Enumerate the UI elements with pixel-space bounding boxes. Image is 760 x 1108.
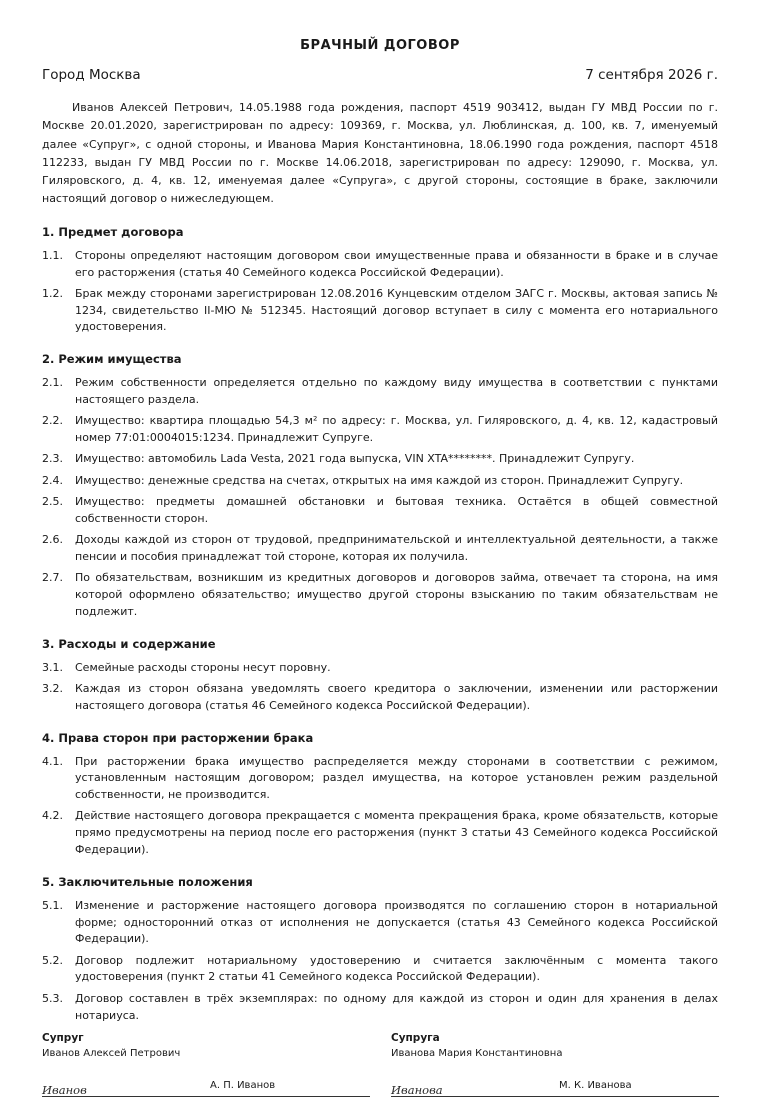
clause-number: 5.2. <box>42 953 63 967</box>
clause-text: При расторжении брака имущество распределяется между сторонами в соответствии с режимом, установленным настоящим договором; раздел имущества, на которое установлен режим раздельной собственности, не производится. <box>75 754 718 802</box>
clause-number: 2.3. <box>42 452 63 466</box>
clause-number: 2.1. <box>42 376 63 390</box>
clause-number: 4.2. <box>42 809 63 823</box>
clause-text: Брак между сторонами зарегистрирован 12.08.2016 Кунцевским отделом ЗАГС г. Москвы, актовая запись № 1234, свидетельство II-МЮ № 512345. Настоящий договор вступает в силу с момента его нотариального удостоверения. <box>75 286 718 334</box>
clause-text: Изменение и расторжение настоящего договора производятся по соглашению сторон в нотариальной форме; односторонний отказ от исполнения не допускается (статья 43 Семейного кодекса Российской Федерации). <box>75 898 718 946</box>
section-heading: 3. Расходы и содержание <box>42 636 216 651</box>
clause-item <box>42 451 718 468</box>
section <box>42 336 718 620</box>
clause-text: Договор подлежит нотариальному удостоверению и считается заключённым с момента такого удостоверения (пункт 2 статьи 41 Семейного кодекса Российской Федерации). <box>75 953 718 984</box>
section <box>42 621 718 715</box>
clause-number: 5.3. <box>42 991 63 1005</box>
clause-item <box>42 681 718 715</box>
document-title: БРАЧНЫЙ ДОГОВОР <box>300 38 460 53</box>
clause-item <box>42 953 718 987</box>
clause-item <box>42 248 718 282</box>
clause-text: Семейные расходы стороны несут поровну. <box>75 660 331 674</box>
clause-text: Режим собственности определяется отдельно по каждому виду имущества в соответствии с пунктами настоящего раздела. <box>75 376 718 407</box>
signature-role: Супруга <box>391 1032 440 1044</box>
clause-text: Имущество: денежные средства на счетах, открытых на имя каждой из сторон. Принадлежит Супругу. <box>75 473 684 487</box>
sections-container <box>42 209 718 1025</box>
clause-number: 3.2. <box>42 681 63 695</box>
section <box>42 209 718 336</box>
clause-item <box>42 286 718 336</box>
husband-signature <box>42 1030 370 1097</box>
preamble: Иванов Алексей Петрович, 14.05.1988 года рождения, паспорт 4519 903412, выдан ГУ МВД России по г. Москве 20.01.2020, зарегистрирован по адресу: 109369, г. Москва, ул. Люблинская, д. 100, кв. 7, именуемый далее «Супруг», с одной стороны, и Иванова Мария Константиновна, 18.06.1990 года рождения, паспорт 4518 112233, выдан ГУ МВД России по г. Москве 14.06.2018, зарегистрирован по адресу: 129090, г. Москва, ул. Гиляровского, д. 4, кв. 12, именуемая далее «Супруга», с другой стороны, состоящие в браке, заключили настоящий договор о нижеследующем. <box>42 101 718 206</box>
clause-number: 4.1. <box>42 754 63 768</box>
clause-list <box>42 248 718 336</box>
clause-number: 2.2. <box>42 414 63 428</box>
clause-number: 2.6. <box>42 533 63 547</box>
clause-list <box>42 375 718 620</box>
signature-full-name: Иванов Алексей Петрович <box>42 1048 181 1059</box>
handwritten-signature: Иванов <box>42 1083 87 1097</box>
clause-item <box>42 413 718 447</box>
signature-short-name: М. К. Иванова <box>559 1080 632 1091</box>
clause-text: Стороны определяют настоящим договором свои имущественные права и обязанности в браке и в случае его расторжения (статья 40 Семейного кодекса Российской Федерации). <box>75 248 718 279</box>
wife-signature <box>391 1030 719 1097</box>
clause-number: 1.2. <box>42 286 63 300</box>
document-body <box>42 99 718 1024</box>
clause-text: Действие настоящего договора прекращается с момента прекращения брака, кроме обязательств, которые прямо предусмотрены на период после его расторжения (пункт 3 статьи 43 Семейного кодекса Российской Федерации). <box>75 809 718 856</box>
clause-text: Каждая из сторон обязана уведомлять своего кредитора о заключении, изменении или расторжении настоящего договора (статья 46 Семейного кодекса Российской Федерации). <box>75 681 718 712</box>
document-date: 7 сентября 2026 г. <box>585 67 718 83</box>
clause-item <box>42 660 718 677</box>
section <box>42 859 718 1025</box>
clause-text: По обязательствам, возникшим из кредитных договоров и договоров займа, отвечает та сторона, на имя которой оформлено обязательство; имущество другой стороны взысканию по таким обязательствам не подлежит. <box>75 571 718 618</box>
clause-item <box>42 494 718 528</box>
section-heading: 5. Заключительные положения <box>42 874 253 889</box>
signature-role: Супруг <box>42 1032 84 1044</box>
signature-block <box>42 1030 718 1102</box>
clause-item <box>42 532 718 566</box>
clause-list <box>42 754 718 859</box>
clause-number: 3.1. <box>42 660 63 674</box>
clause-number: 5.1. <box>42 898 63 912</box>
handwritten-signature: Иванова <box>391 1083 443 1097</box>
section-heading: 4. Права сторон при расторжении брака <box>42 730 314 745</box>
document-city: Город Москва <box>42 67 141 83</box>
clause-item <box>42 375 718 409</box>
clause-text: Имущество: квартира площадью 54,3 м² по адресу: г. Москва, ул. Гиляровского, д. 4, кв. 12, кадастровый номер 77:01:0004015:1234. Принадлежит Супруге. <box>75 414 718 445</box>
clause-number: 2.7. <box>42 571 63 585</box>
clause-number: 1.1. <box>42 248 63 262</box>
clause-text: Имущество: автомобиль Lada Vesta, 2021 года выпуска, VIN XTA********. Принадлежит Супругу. <box>75 452 635 466</box>
clause-item <box>42 473 718 490</box>
signature-short-name: А. П. Иванов <box>210 1080 276 1091</box>
section-heading: 1. Предмет договора <box>42 224 184 239</box>
clause-number: 2.4. <box>42 473 63 487</box>
signature-line <box>42 1076 370 1097</box>
clause-text: Доходы каждой из сторон от трудовой, предпринимательской и интеллектуальной деятельности, а также пенсии и пособия принадлежат той стороне, которая их получила. <box>75 533 718 563</box>
section <box>42 715 718 859</box>
clause-text: Имущество: предметы домашней обстановки и бытовая техника. Остаётся в общей совместной собственности сторон. <box>75 495 718 525</box>
clause-list <box>42 898 718 1025</box>
clause-item <box>42 570 718 620</box>
clause-item <box>42 754 718 804</box>
section-heading: 2. Режим имущества <box>42 352 182 367</box>
signature-full-name: Иванова Мария Константиновна <box>391 1048 563 1059</box>
clause-item <box>42 808 718 858</box>
clause-list <box>42 660 718 715</box>
clause-item <box>42 991 718 1025</box>
clause-number: 2.5. <box>42 495 63 509</box>
clause-item <box>42 898 718 948</box>
clause-text: Договор составлен в трёх экземплярах: по одному для каждой из сторон и один для хранения в делах нотариуса. <box>75 991 718 1022</box>
signature-line <box>391 1076 719 1097</box>
